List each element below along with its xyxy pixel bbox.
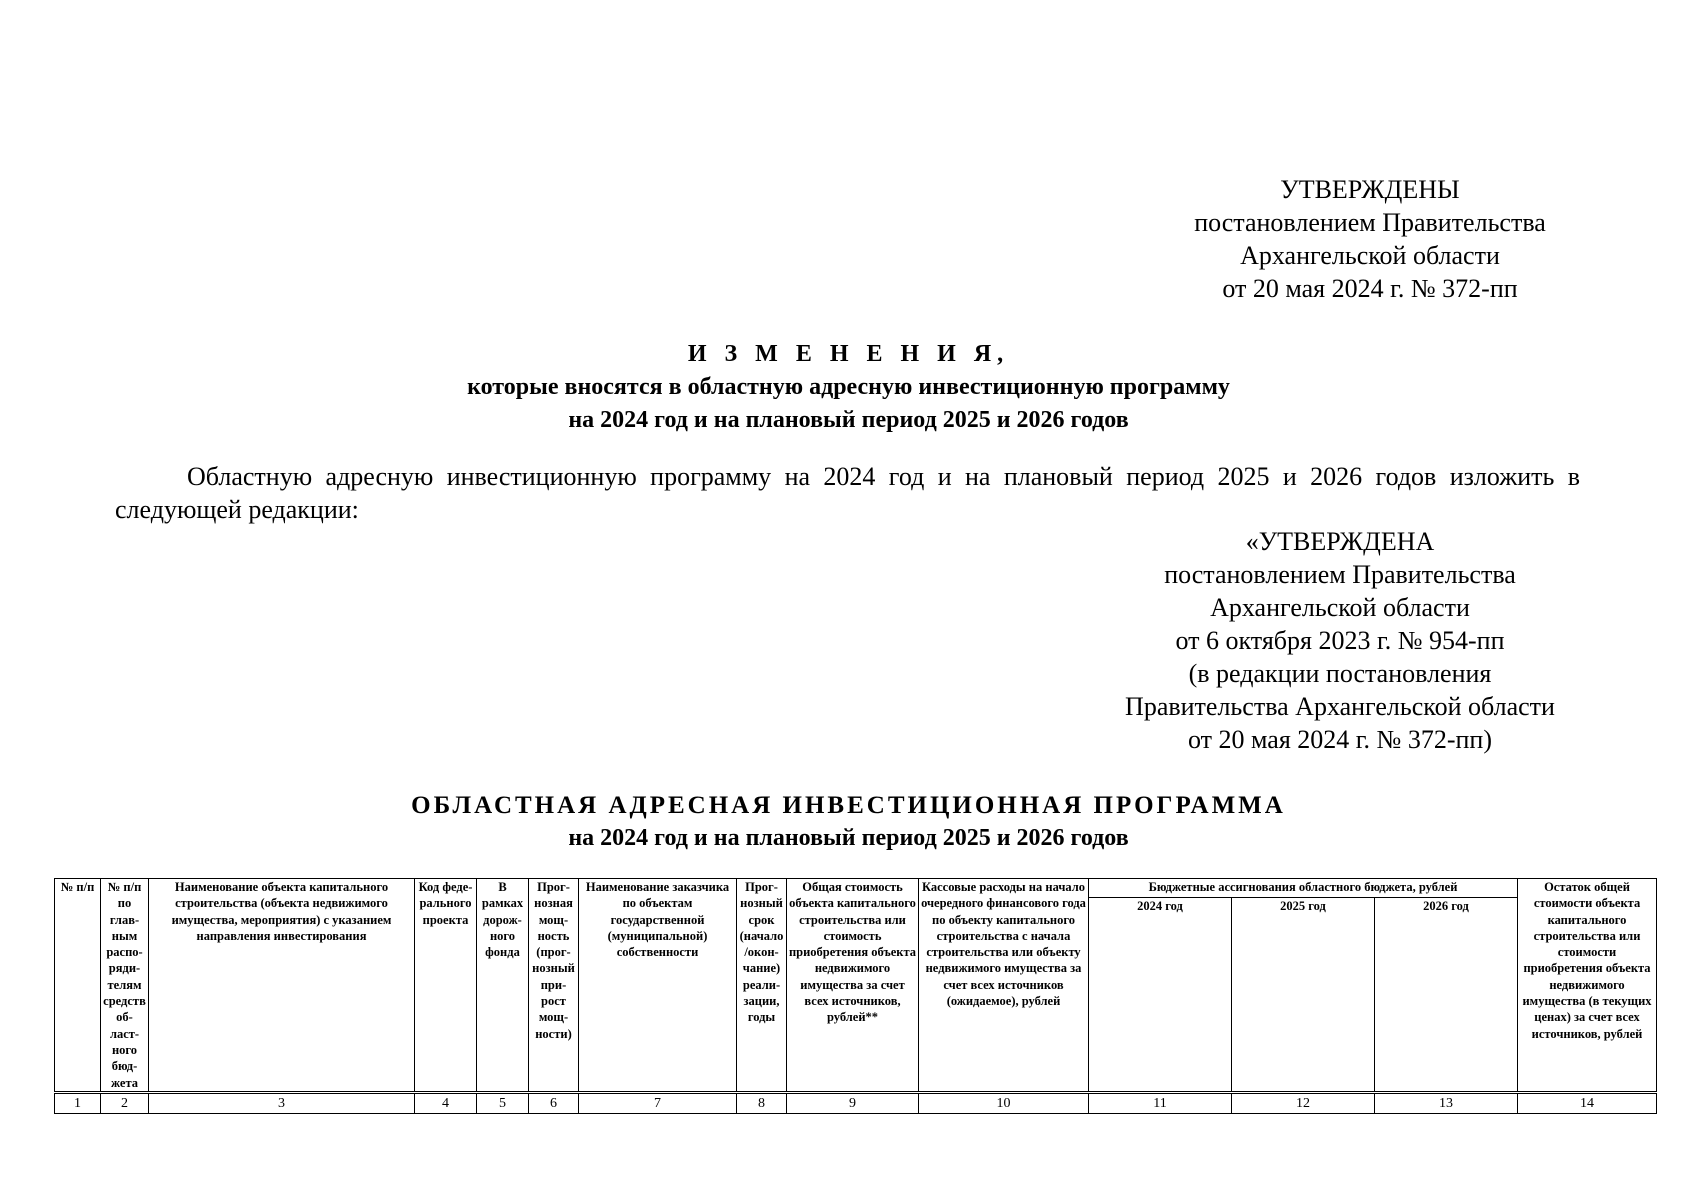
header-customer-name: Наименование заказчика по объектам государственной (муниципальной) собственности — [579, 879, 737, 1093]
approval2-line-6: Правительства Архангельской области — [1125, 692, 1555, 721]
column-number-cell: 5 — [477, 1092, 529, 1113]
column-number-cell: 9 — [787, 1092, 919, 1113]
header-year-2025: 2025 год — [1232, 897, 1375, 1092]
column-number-cell: 12 — [1232, 1092, 1375, 1113]
column-number-cell: 4 — [415, 1092, 477, 1113]
approval-line-4: от 20 мая 2024 г. № 372-пп — [1222, 274, 1518, 303]
column-number-cell: 11 — [1089, 1092, 1232, 1113]
approval2-line-4: от 6 октября 2023 г. № 954-пп — [1175, 626, 1505, 655]
table-row — [55, 1092, 1657, 1113]
changes-title-line-1: И З М Е Н Е Н И Я, — [687, 341, 1010, 367]
intro-text: Областную адресную инвестиционную программу на 2024 год и на плановый период 2025 и 2026 годов изложить в следующей редакции: — [115, 462, 1580, 524]
program-title-line-1: ОБЛАСТНАЯ АДРЕСНАЯ ИНВЕСТИЦИОННАЯ ПРОГРАММА — [411, 792, 1286, 819]
header-capacity: Прог-нозная мощ-ность (прог-нозный при-рост мощ-ности) — [529, 879, 579, 1093]
column-number-cell: 3 — [149, 1092, 415, 1113]
column-number-cell: 10 — [919, 1092, 1089, 1113]
approval-stamp-2 — [1080, 525, 1600, 756]
changes-title — [0, 338, 1697, 437]
approval-line-2: постановлением Правительства — [1194, 208, 1546, 237]
header-total-cost: Общая стоимость объекта капитального строительства или стоимость приобретения объекта недвижимого имущества за счет всех источников, рублей** — [787, 879, 919, 1093]
column-number-cell: 13 — [1375, 1092, 1518, 1113]
header-cash-expenses: Кассовые расходы на начало очередного финансового года по объекту капитального строительства с начала строительства или объекту недвижимого имущества за счет всех источников (ожидаемое), рублей — [919, 879, 1089, 1093]
approval2-line-5: (в редакции постановления — [1188, 659, 1492, 688]
program-title — [0, 789, 1697, 855]
column-number-cell: 14 — [1518, 1092, 1657, 1113]
approval-stamp — [1170, 173, 1570, 305]
program-title-line-2: на 2024 год и на плановый период 2025 и 2026 годов — [568, 825, 1129, 851]
header-year-2026: 2026 год — [1375, 897, 1518, 1092]
header-row-number: № п/п — [55, 879, 101, 1093]
header-object-name: Наименование объекта капитального строительства (объекта недвижимого имущества, мероприятия) с указанием направления инвестирования — [149, 879, 415, 1093]
approval2-line-1: «УТВЕРЖДЕНА — [1245, 527, 1435, 556]
header-road-fund: В рамках дорож-ного фонда — [477, 879, 529, 1093]
program-table — [54, 878, 1657, 1114]
approval-line-1: УТВЕРЖДЕНЫ — [1280, 175, 1460, 204]
header-budget-allocations: Бюджетные ассигнования областного бюджета, рублей — [1089, 879, 1518, 898]
column-number-cell: 7 — [579, 1092, 737, 1113]
approval2-line-3: Архангельской области — [1210, 593, 1470, 622]
header-federal-project-code: Код феде-рального проекта — [415, 879, 477, 1093]
column-number-cell: 6 — [529, 1092, 579, 1113]
header-year-2024: 2024 год — [1089, 897, 1232, 1092]
approval-line-3: Архангельской области — [1240, 241, 1500, 270]
header-budget-holder-number: № п/п по глав-ным распо-ряди-телям средств об-ласт-ного бюд-жета — [101, 879, 149, 1093]
header-implementation-period: Прог-нозный срок (начало /окон-чание) реали-зации, годы — [737, 879, 787, 1093]
header-remaining-cost: Остаток общей стоимости объекта капитального строительства или стоимости приобретения объекта недвижимого имущества (в текущих ценах) за счет всех источников, рублей — [1518, 879, 1657, 1093]
intro-paragraph — [115, 460, 1580, 526]
changes-title-line-3: на 2024 год и на плановый период 2025 и 2026 годов — [568, 407, 1129, 433]
column-number-cell: 8 — [737, 1092, 787, 1113]
approval2-line-2: постановлением Правительства — [1164, 560, 1516, 589]
column-number-cell: 2 — [101, 1092, 149, 1113]
column-number-cell: 1 — [55, 1092, 101, 1113]
changes-title-line-2: которые вносятся в областную адресную инвестиционную программу — [467, 374, 1230, 400]
approval2-line-7: от 20 мая 2024 г. № 372-пп) — [1188, 725, 1492, 754]
